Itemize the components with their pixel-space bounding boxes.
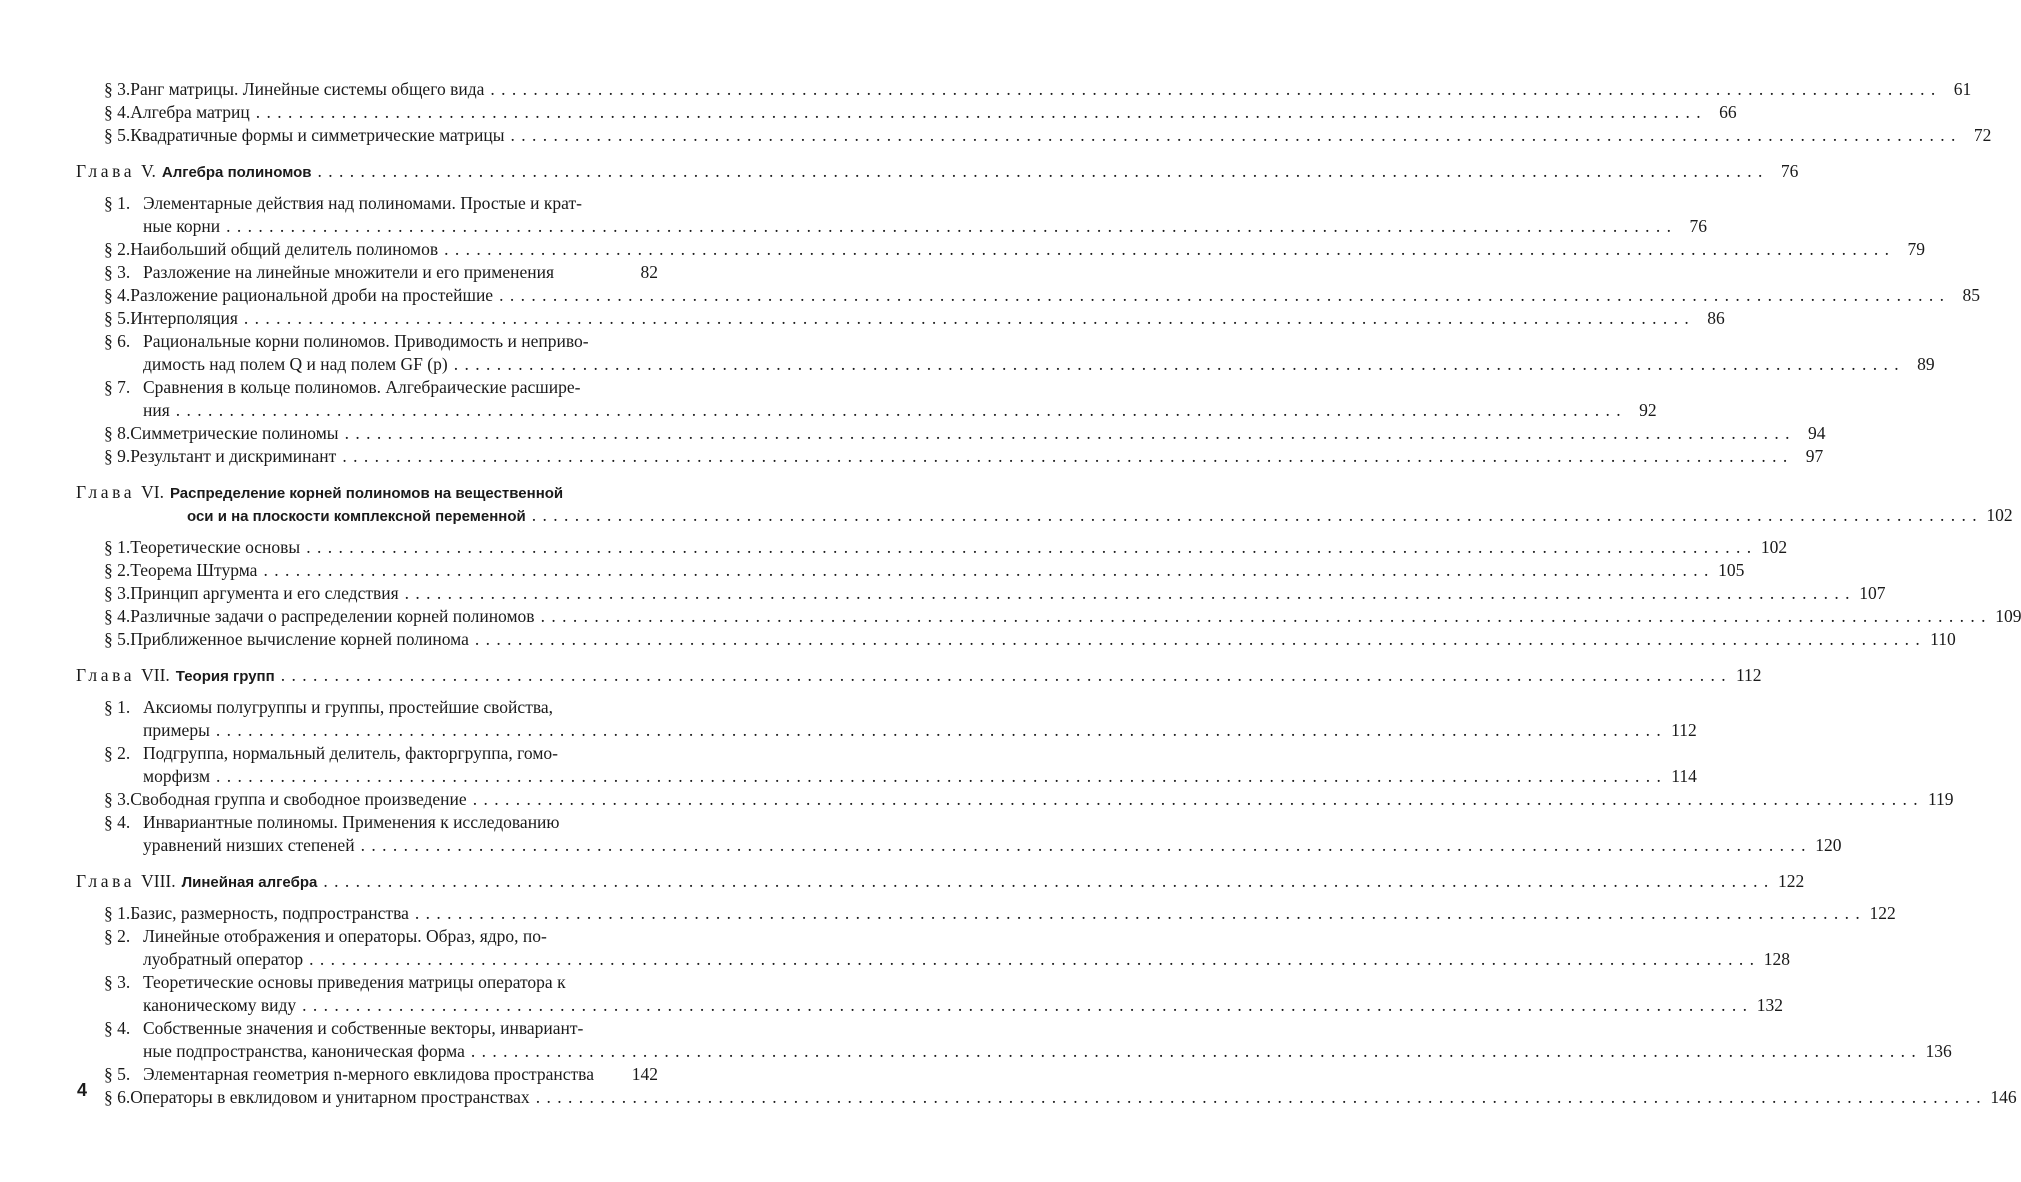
section-title-cont: примеры — [143, 720, 210, 740]
dot-leader — [444, 238, 1889, 261]
page-ref: 120 — [1815, 835, 1842, 855]
dot-leader — [454, 353, 1899, 376]
section-number: § 1. — [104, 537, 131, 557]
table-of-contents — [76, 78, 2021, 1109]
page-ref: 97 — [1805, 446, 1824, 466]
toc-entry — [76, 78, 1972, 101]
toc-entry — [76, 696, 658, 719]
chapter-title: Линейная алгебра — [181, 874, 318, 891]
toc-entry — [76, 1017, 658, 1040]
toc-entry-continuation — [76, 834, 1842, 857]
section-number: § 4. — [104, 606, 131, 626]
dot-leader — [473, 788, 1918, 811]
chapter-number: V. — [141, 161, 156, 181]
page-ref: 66 — [1719, 102, 1737, 122]
toc-entry — [76, 628, 1956, 651]
section-title: Свободная группа и свободное произведение — [130, 789, 467, 809]
section-title: Собственные значения и собственные векторы, инвариант- — [143, 1018, 584, 1038]
page-ref: 114 — [1671, 766, 1697, 786]
section-number: § 3. — [104, 789, 131, 809]
section-title: Аксиомы полугруппы и группы, простейшие свойства, — [143, 697, 554, 717]
page-ref: 142 — [631, 1064, 658, 1084]
chapter-number: VIII. — [141, 871, 176, 891]
toc-entry-continuation — [76, 719, 1697, 742]
chapter-heading — [76, 664, 1762, 687]
chapter-heading-continuation — [76, 504, 2013, 527]
page-ref: 61 — [1953, 79, 1972, 99]
chapter-title: Распределение корней полиномов на вещественной — [169, 485, 564, 502]
page-ref: 112 — [1735, 665, 1762, 685]
page-ref: 86 — [1707, 308, 1725, 328]
dot-leader — [475, 628, 1920, 651]
section-number: § 2. — [104, 926, 131, 946]
page-ref: 107 — [1859, 583, 1886, 603]
section-title: Приближенное вычисление корней полинома — [130, 629, 469, 649]
dot-leader — [532, 504, 1977, 527]
toc-entry-continuation — [76, 994, 1784, 1017]
page-ref: 79 — [1907, 239, 1925, 259]
chapter-number: VII. — [141, 665, 170, 685]
section-title: Сравнения в кольце полиномов. Алгебраические расшире- — [143, 377, 581, 397]
toc-entry — [76, 742, 658, 765]
dot-leader — [244, 307, 1689, 330]
dot-leader — [317, 160, 1762, 183]
page-ref: 85 — [1962, 285, 1980, 305]
chapter-heading — [76, 870, 1805, 893]
section-number: § 5. — [104, 629, 131, 649]
dot-leader — [405, 582, 1850, 605]
chapter-title: Теория групп — [175, 668, 275, 685]
chapter-label: Глава — [76, 482, 136, 502]
chapter-heading — [76, 160, 1799, 183]
section-number: § 2. — [104, 560, 131, 580]
section-title: Элементарные действия над полиномами. Простые и крат- — [143, 193, 582, 213]
section-number: § 4. — [104, 102, 131, 122]
dot-leader — [499, 284, 1944, 307]
section-title-cont: ния — [143, 400, 170, 420]
page-ref: 112 — [1671, 720, 1697, 740]
toc-entry-continuation — [76, 399, 1657, 422]
section-title: Операторы в евклидовом и унитарном пространствах — [130, 1087, 530, 1107]
toc-entry — [76, 192, 658, 215]
section-number: § 5. — [104, 1064, 131, 1084]
section-number: § 4. — [104, 285, 131, 305]
toc-entry — [76, 422, 1826, 445]
dot-leader — [263, 559, 1708, 582]
toc-entry-continuation — [76, 765, 1697, 788]
section-title: Разложение рациональной дроби на простейшие — [130, 285, 494, 305]
toc-entry-continuation — [76, 215, 1707, 238]
section-number: § 2. — [104, 239, 131, 259]
section-number: § 3. — [104, 79, 131, 99]
page-ref: 136 — [1925, 1041, 1952, 1061]
toc-entry — [76, 307, 1725, 330]
page-ref: 76 — [1780, 161, 1799, 181]
section-title-cont: каноническому виду — [143, 995, 297, 1015]
dot-leader — [256, 101, 1701, 124]
dot-leader — [490, 78, 1935, 101]
page-ref: 110 — [1930, 629, 1956, 649]
section-title: Рациональные корни полиномов. Приводимость и неприво- — [143, 331, 589, 351]
section-title: Подгруппа, нормальный делитель, факторгруппа, гомо- — [143, 743, 558, 763]
page-ref: 72 — [1973, 125, 1992, 145]
toc-entry — [76, 445, 1824, 468]
page-ref: 122 — [1777, 871, 1805, 891]
page-ref: 128 — [1763, 949, 1791, 969]
section-title: Ранг матрицы. Линейные системы общего вида — [130, 79, 485, 99]
toc-entry-continuation — [76, 353, 1935, 376]
page-ref: 92 — [1639, 400, 1657, 420]
section-title: Инвариантные полиномы. Применения к исследованию — [143, 812, 560, 832]
toc-entry — [76, 238, 1925, 261]
toc-entry — [76, 536, 1788, 559]
section-title: Базис, размерность, подпространства — [130, 903, 409, 923]
section-title-cont: луобратный оператор — [143, 949, 304, 969]
toc-entry — [76, 1086, 2017, 1109]
section-number: § 5. — [104, 308, 131, 328]
page-number: 4 — [77, 1080, 88, 1100]
page-ref: 122 — [1869, 903, 1896, 923]
toc-entry — [76, 376, 658, 399]
section-title: Различные задачи о распределении корней полиномов — [130, 606, 535, 626]
page-ref: 76 — [1689, 216, 1707, 236]
chapter-heading — [76, 481, 658, 504]
section-title: Симметрические полиномы — [130, 423, 339, 443]
toc-entry — [76, 559, 1745, 582]
toc-entry — [76, 788, 1954, 811]
chapter-label: Глава — [76, 161, 136, 181]
dot-leader — [342, 445, 1787, 468]
dot-leader — [216, 719, 1661, 742]
section-number: § 3. — [104, 262, 131, 282]
section-number: § 4. — [104, 812, 131, 832]
section-title: Интерполяция — [130, 308, 238, 328]
toc-entry — [76, 925, 658, 948]
chapter-title: Алгебра полиномов — [161, 164, 312, 181]
chapter-label: Глава — [76, 665, 136, 685]
page-ref: 82 — [640, 262, 658, 282]
toc-entry — [76, 261, 658, 284]
toc-entry — [76, 811, 658, 834]
dot-leader — [176, 399, 1621, 422]
dot-leader — [309, 948, 1754, 971]
dot-leader — [306, 536, 1751, 559]
toc-entry — [76, 101, 1737, 124]
section-number: § 7. — [104, 377, 131, 397]
section-number: § 4. — [104, 1018, 131, 1038]
chapter-title-cont: оси и на плоскости комплексной переменной — [187, 508, 526, 525]
page-ref: 119 — [1927, 789, 1954, 809]
dot-leader — [415, 902, 1860, 925]
dot-leader — [361, 834, 1806, 857]
dot-leader — [323, 870, 1768, 893]
section-title: Линейные отображения и операторы. Образ, ядро, по- — [143, 926, 547, 946]
section-title-cont: димость над полем Q и над полем GF (p) — [143, 354, 448, 374]
dot-leader — [226, 215, 1671, 238]
section-title: Принцип аргумента и его следствия — [130, 583, 399, 603]
toc-entry — [76, 605, 2021, 628]
section-title: Квадратичные формы и симметрические матрицы — [130, 125, 505, 145]
toc-entry-continuation — [76, 948, 1791, 971]
toc-entry — [76, 124, 1992, 147]
section-title-cont: ные подпространства, каноническая форма — [143, 1041, 465, 1061]
section-number: § 1. — [104, 903, 131, 923]
page-ref: 102 — [1760, 537, 1788, 557]
section-title: Алгебра матриц — [130, 102, 250, 122]
section-number: § 1. — [104, 697, 131, 717]
toc-entry — [76, 902, 1896, 925]
dot-leader — [471, 1040, 1916, 1063]
page-ref: 132 — [1756, 995, 1784, 1015]
section-number: § 6. — [104, 331, 131, 351]
dot-leader — [510, 124, 1955, 147]
section-number: § 9. — [104, 446, 131, 466]
section-title: Элементарная геометрия n-мерного евклидова пространства — [143, 1064, 594, 1084]
toc-entry — [76, 1063, 658, 1086]
dot-leader — [281, 664, 1726, 687]
chapter-label: Глава — [76, 871, 136, 891]
section-title: Теорема Штурма — [130, 560, 258, 580]
page-ref: 89 — [1917, 354, 1935, 374]
section-number: § 2. — [104, 743, 131, 763]
section-number: § 8. — [104, 423, 131, 443]
section-number: § 3. — [104, 583, 131, 603]
dot-leader — [345, 422, 1790, 445]
section-title: Теоретические основы — [130, 537, 301, 557]
page-ref: 146 — [1990, 1087, 2017, 1107]
section-number: § 3. — [104, 972, 131, 992]
section-title: Разложение на линейные множители и его применения — [143, 262, 555, 282]
section-title-cont: уравнений низших степеней — [143, 835, 355, 855]
chapter-number: VI. — [141, 482, 164, 502]
dot-leader — [302, 994, 1747, 1017]
dot-leader — [536, 1086, 1981, 1109]
page-ref: 105 — [1718, 560, 1745, 580]
section-number: § 6. — [104, 1087, 131, 1107]
page-ref: 94 — [1807, 423, 1826, 443]
section-number: § 5. — [104, 125, 131, 145]
toc-entry — [76, 330, 658, 353]
page-ref: 109 — [1995, 606, 2021, 626]
section-number: § 1. — [104, 193, 131, 213]
section-title: Наибольший общий делитель полиномов — [130, 239, 439, 259]
toc-entry — [76, 971, 658, 994]
toc-entry — [76, 284, 1980, 307]
section-title: Теоретические основы приведения матрицы оператора к — [143, 972, 566, 992]
dot-leader — [541, 605, 1986, 628]
section-title-cont: ные корни — [143, 216, 221, 236]
section-title-cont: морфизм — [143, 766, 211, 786]
toc-entry-continuation — [76, 1040, 1952, 1063]
page-ref: 102 — [1986, 505, 2013, 525]
toc-entry — [76, 582, 1886, 605]
section-title: Результант и дискриминант — [130, 446, 337, 466]
dot-leader — [216, 765, 1661, 788]
